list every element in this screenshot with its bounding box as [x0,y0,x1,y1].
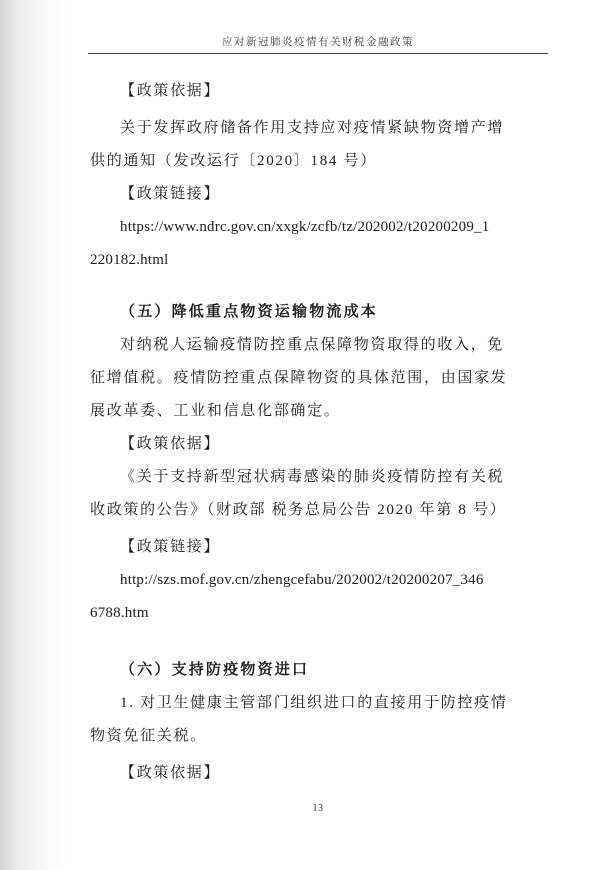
running-header-title: 应对新冠肺炎疫情有关财税金融政策 [222,37,414,48]
policy-link-label: 【政策链接】 [120,186,221,202]
section-6-paragraph: 1. 对卫生健康主管部门组织进口的直接用于防控疫情物资免征关税。 [90,695,508,744]
document-body [90,75,515,790]
policy-basis-label: 【政策依据】 [120,83,221,99]
section-6-policy-basis-label: 【政策依据】 [120,765,221,781]
section-5-policy-basis-label: 【政策依据】 [120,436,221,452]
section-6-heading: （六）支持防疫物资进口 [120,662,310,678]
policy-link-url-line2: 220182.html [90,252,169,268]
section-5-policy-basis-text: 《关于支持新型冠状病毒感染的肺炎疫情防控有关税收政策的公告》（财政部 税务总局公告 2020 年第 8 号） [90,469,507,518]
policy-link-url-line1: https://www.ndrc.gov.cn/xxgk/zcfb/tz/202002/t20200209_1 [120,219,490,235]
page-header [88,0,548,54]
scan-edge-shadow [0,0,70,870]
section-5-paragraph: 对纳税人运输疫情防控重点保障物资取得的收入，免征增值税。疫情防控重点保障物资的具体范围，由国家发展改革委、工业和信息化部确定。 [90,337,508,419]
section-5-policy-link-url-line2: 6788.htm [90,605,149,621]
page-number: 13 [312,803,324,814]
section-5-policy-link-label: 【政策链接】 [120,539,221,555]
policy-basis-text: 关于发挥政府储备作用支持应对疫情紧缺物资增产增供的通知（发改运行〔2020〕184 号） [90,120,505,169]
section-5-heading: （五）降低重点物资运输物流成本 [120,304,379,320]
section-5-policy-link-url-line1: http://szs.mof.gov.cn/zhengcefabu/202002/t20200207_346 [120,572,484,588]
